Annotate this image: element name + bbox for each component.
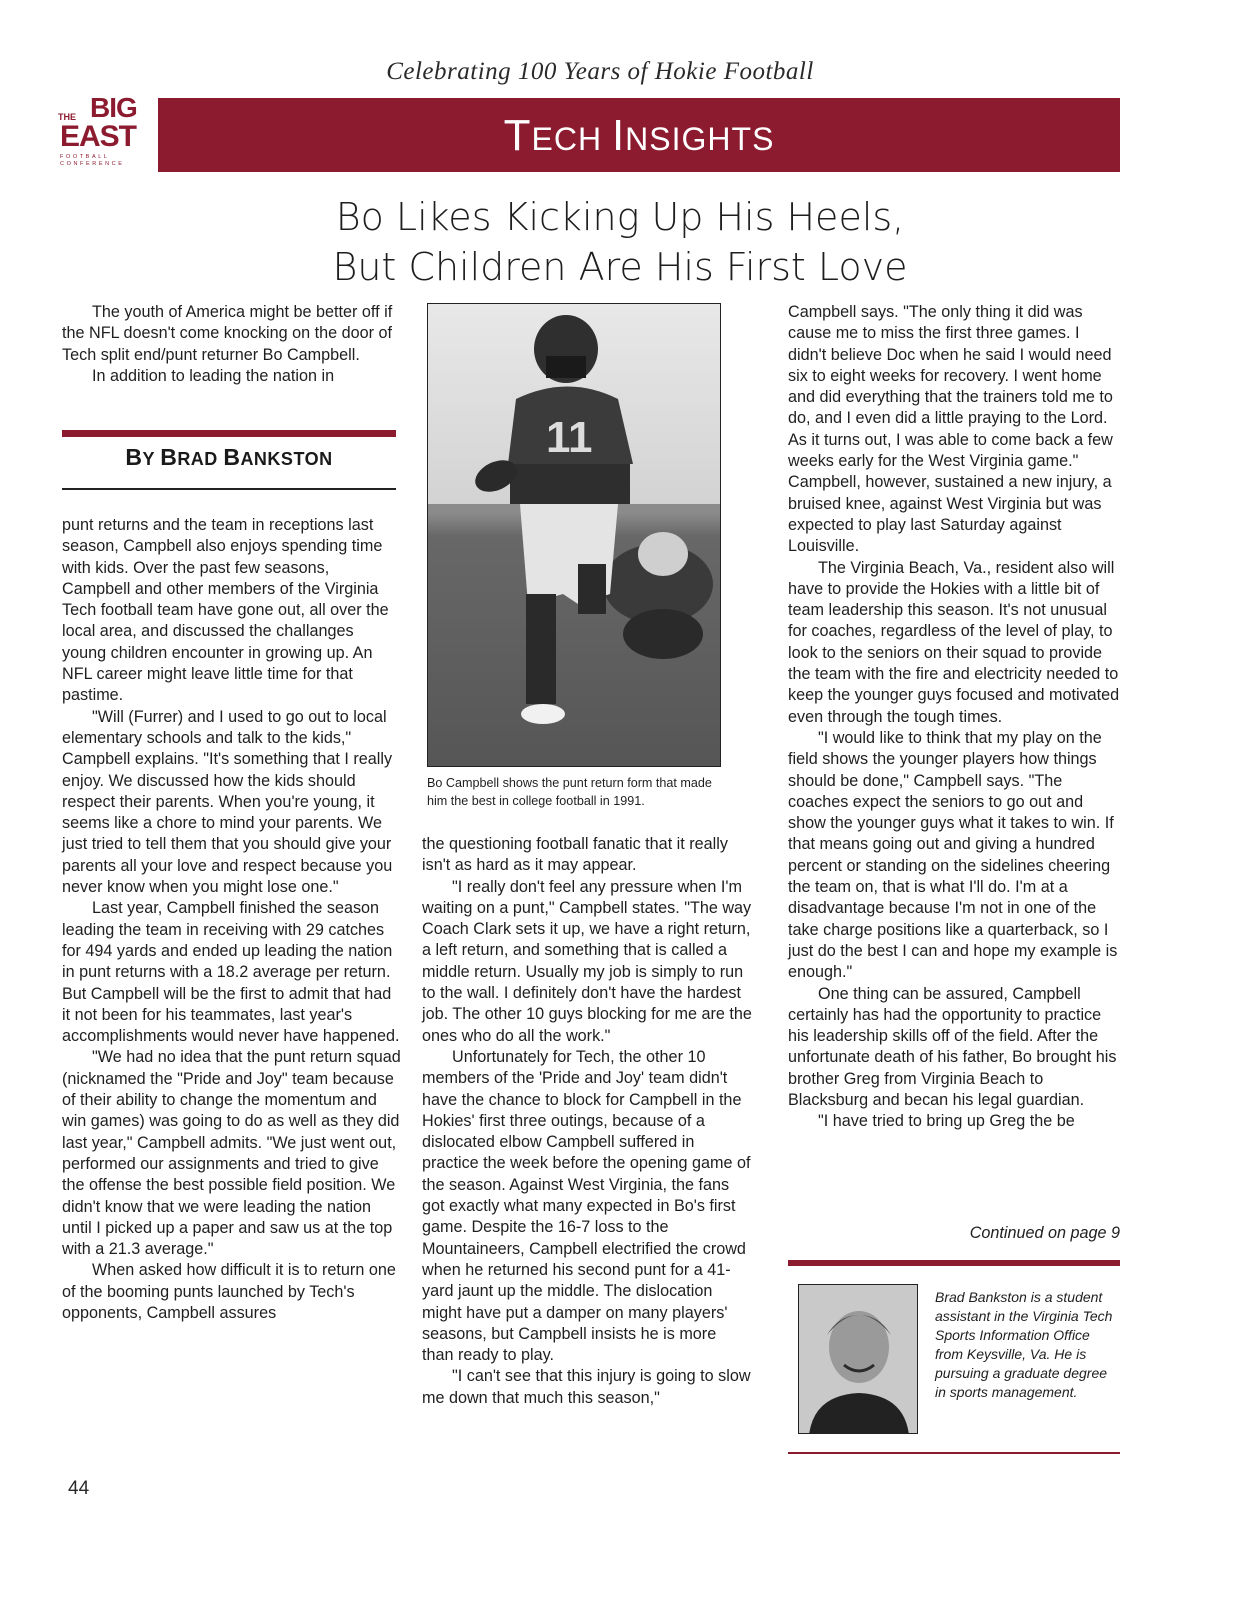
paragraph: "I can't see that this injury is going to slow me down that much this season," bbox=[422, 1367, 751, 1407]
paragraph: The youth of America might be better off if the NFL doesn't come knocking on the door of Tech split end/punt returner Bo Campbell. bbox=[62, 303, 393, 364]
paragraph: "I really don't feel any pressure when I'm waiting on a punt," Campbell states. "The way Coach Clark sets it up, we have a right return, a left return, and something that is called a middle return. Usually my job is simply to run to the wall. I definitely don't have the hardest job. The other 10 guys blocking for me are the ones who do all the work." bbox=[422, 877, 752, 1045]
headline-line-2: But Children Are His First Love bbox=[332, 245, 908, 289]
author-headshot bbox=[798, 1284, 918, 1434]
photo-caption: Bo Campbell shows the punt return form that made him the best in college football in 1991. bbox=[427, 776, 712, 808]
article-headline bbox=[300, 192, 940, 292]
paragraph: Unfortunately for Tech, the other 10 members of the 'Pride and Joy' team didn't have the chance to block for Campbell in the Hokies' first three outings, because of a dislocated elbow Campbell suffered in practice the week before the opening game of the season. Against West Virginia, the fans got exactly what many expected in Bo's first game. Despite the 16-7 loss to the Mountaineers, Campbell electrified the crowd when he returned his second punt for a 41-yard jaunt up the middle. The dislocation might have put a damper on many players' seasons, but Campbell insists he is more than ready to play. bbox=[422, 1047, 751, 1365]
paragraph: "We had no idea that the punt return squad (nicknamed the "Pride and Joy" team because of their ability to change the momentum and win games) was going to do as well as they did last year," Campbell admits. "We just went out, performed our assignments and tried to give the offense the best possible field position. We didn't know that we were leading the nation until I picked up a paper and saw us at the top with a 21.3 average." bbox=[62, 1048, 401, 1259]
page-kicker: Celebrating 100 Years of Hokie Football bbox=[386, 58, 814, 85]
paragraph: "I have tried to bring up Greg the be bbox=[818, 1112, 1075, 1131]
paragraph: Campbell says. "The only thing it did was cause me to miss the first three games. I didn't believe Doc when he said I would need six to eight weeks for recovery. I went home and did everything that the trainers told me to do, and I even did a little praying to the Lord. As it turns out, I was able to come back a few weeks early for the West Virginia game." Campbell, however, sustained a new injury, a bruised knee, against West Virginia but was expected to play last Saturday against Louisville. bbox=[788, 303, 1113, 556]
headline-line-1: Bo Likes Kicking Up His Heels, bbox=[335, 195, 905, 239]
continued-note: Continued on page 9 bbox=[969, 1224, 1120, 1242]
author-bio: Brad Bankston is a student assistant in the Virginia Tech Sports Information Office from Keysville, Va. He is pursuing a graduate degree in sports management. bbox=[935, 1289, 1113, 1400]
column-1 bbox=[62, 515, 402, 1324]
section-title: TECH INSIGHTS bbox=[503, 111, 775, 160]
author-portrait-illustration bbox=[799, 1285, 918, 1434]
paragraph: One thing can be assured, Campbell certainly has had the opportunity to practice his leadership skills off of the field. After the unfortunate death of his father, Bo brought his brother Greg from Virginia Beach to Blacksburg and becan his legal guardian. bbox=[788, 984, 1117, 1109]
byline: BY BRAD BANKSTON bbox=[125, 444, 333, 470]
paragraph: "I would like to think that my play on the field shows the younger players how things should be done," Campbell says. "The coaches expect the seniors to go out and show the younger guys what it takes to win. If that means going out and giving a hundred percent or standing on the sidelines cheering the team on, that is what I'll do. I'm at a disadvantage because I'm not in one of the take charge positions like a quarterback, so I just do the best I can and hope my example is enough." bbox=[788, 728, 1118, 982]
jersey-number: 11 bbox=[546, 413, 593, 462]
byline-rule-bottom bbox=[62, 488, 396, 490]
big-east-logo bbox=[58, 92, 154, 174]
logo-east: EAST bbox=[60, 120, 137, 153]
column-3 bbox=[788, 302, 1120, 1133]
page-number: 44 bbox=[68, 1478, 90, 1499]
logo-big: BIG bbox=[90, 92, 137, 123]
logo-the: THE bbox=[58, 112, 76, 122]
column-1-top bbox=[62, 302, 402, 387]
football-player-illustration bbox=[428, 304, 721, 767]
paragraph: punt returns and the team in receptions last season, Campbell also enjoys spending time with kids. Over the past few seasons, Campbell and other members of the Virginia Tech football team have gone out, all over the local area, and discussed the challanges young children encounter in growing up. An NFL career might leave little time for that pastime. bbox=[62, 516, 389, 705]
column-2 bbox=[422, 834, 752, 1409]
paragraph: "Will (Furrer) and I used to go out to local elementary schools and talk to the kids," Campbell explains. "It's something that I really enjoy. We discussed how the kids should respect their parents. When you're young, it seems like a chore to mind your parents. We just tried to tell them that you should give your parents all your love and respect because you never know when you might lose one." bbox=[62, 707, 393, 897]
paragraph: When asked how difficult it is to return one of the booming punts launched by Tech's opponents, Campbell assures bbox=[62, 1261, 396, 1322]
paragraph: The Virginia Beach, Va., resident also will have to provide the Hokies with a little bit of team leadership this season. It's not unusual for coaches, regardless of the level of play, to look to the seniors on their squad to provide the team with the fire and electricity needed to keep the younger guys focused and motivated even through the tough times. bbox=[788, 558, 1120, 726]
logo-subtitle: FOOTBALL CONFERENCE bbox=[60, 154, 125, 167]
paragraph: the questioning football fanatic that it really isn't as hard as it may appear. bbox=[422, 835, 728, 875]
bio-rule-top bbox=[788, 1260, 1120, 1266]
byline-rule-top bbox=[62, 430, 396, 437]
paragraph: In addition to leading the nation in bbox=[92, 366, 335, 385]
football-action-photo bbox=[427, 303, 721, 767]
bio-rule-bottom bbox=[788, 1452, 1120, 1454]
paragraph: Last year, Campbell finished the season leading the team in receiving with 29 catches for 494 yards and ended up leading the nation in punt returns with a 18.2 average per return. But Campbell will be the first to admit that had it not been for his teammates, last year's accomplishments would never have happened. bbox=[62, 899, 400, 1046]
